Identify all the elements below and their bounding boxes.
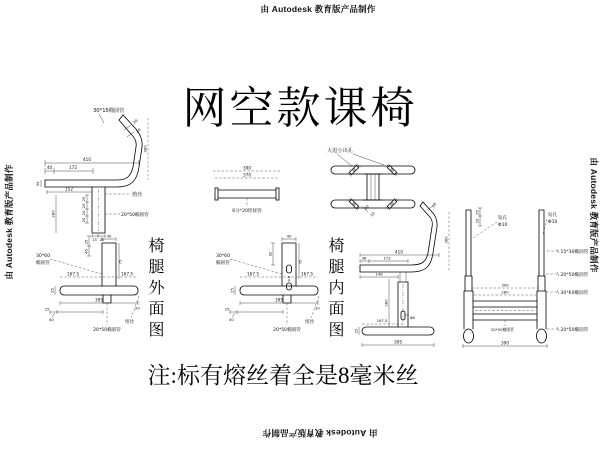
dim-label: 20 — [474, 218, 480, 224]
dim-label: 25 — [224, 306, 230, 312]
drill-label: 钻孔 — [498, 216, 508, 221]
drawing-note: 注:标有熔丝着全是8毫米丝 — [147, 363, 419, 388]
dim-label: 20 — [131, 117, 139, 125]
dim-label: 167.5 — [301, 271, 313, 277]
dim-label: 172 — [69, 165, 77, 170]
part-label: 20*50椭圆管 — [93, 328, 121, 333]
dim-label: 75 — [117, 259, 123, 265]
dim-label: 40 — [229, 317, 234, 322]
autodesk-stamp-right: 由 Autodesk 教育版产品制作 — [589, 157, 599, 273]
dim-label: 20 — [81, 217, 86, 223]
dim-label: 40 — [49, 317, 54, 322]
dim-label: 20 — [315, 305, 320, 311]
backrest-side-view — [35, 103, 165, 241]
part-label: 30*60椭圆管 — [560, 290, 589, 296]
dim-label: 92 — [267, 251, 273, 257]
dim-label: 300 — [501, 282, 509, 288]
dim-label: 15 — [92, 237, 97, 242]
weld-label: 熔丝 — [132, 192, 143, 198]
dim-label: 20 — [362, 203, 370, 211]
dim-label: 172 — [383, 255, 391, 261]
part-label: 6分*20焊接管 — [232, 209, 262, 214]
part-label: 椭圆管 — [216, 261, 230, 266]
dim-label: 25 — [44, 306, 50, 312]
drill-label: Φ10 — [498, 223, 508, 228]
dim-label: 10 — [368, 210, 376, 218]
dim-label: 25 — [83, 239, 89, 245]
chair-side-view — [355, 197, 455, 350]
chair-front-view — [445, 200, 600, 350]
dim-label: 34 — [35, 181, 40, 187]
dim-label: 380 — [142, 145, 148, 153]
autodesk-stamp-bottom: 由 Autodesk 教育版产品制作 — [262, 428, 378, 438]
dim-label: 280 — [50, 210, 56, 218]
dim-label: 410 — [83, 157, 91, 162]
dim-label: 25 — [353, 328, 359, 334]
dim-label: 25 — [229, 288, 235, 293]
dim-label: 390 — [501, 340, 509, 346]
dim-label: 25 — [49, 288, 55, 293]
dim-label: 410 — [395, 249, 403, 255]
dim-label: 390 — [243, 165, 251, 171]
dim-label: 152 — [65, 186, 73, 192]
dim-label: 167.5 — [67, 271, 79, 277]
dim-label: 148 — [375, 271, 383, 277]
dim-label: 20 — [81, 203, 86, 209]
dim-label: 20 — [134, 126, 142, 134]
autodesk-stamp-top: 由 Autodesk 教育版产品制作 — [260, 4, 376, 14]
part-label: 15*30椭圆管 — [560, 249, 589, 255]
dim-label: 20 — [135, 305, 140, 311]
autodesk-stamp-left: 由 Autodesk 教育版产品制作 — [4, 164, 14, 280]
page-title: 网空款课椅 — [182, 84, 418, 133]
part-label: 30*15椭圆管 — [93, 108, 125, 114]
dim-label: 380 — [443, 236, 449, 244]
dim-label: 20 — [81, 210, 86, 216]
part-label: 20*50椭圆管 — [491, 327, 514, 332]
dim-label: 45 — [83, 249, 89, 254]
part-label: 椭圆管 — [36, 261, 50, 266]
part-label: 30*60 — [36, 254, 50, 259]
dim-label: 40 — [286, 233, 292, 239]
dim-label: 68 — [410, 315, 415, 320]
weld-label: 熔丝 — [125, 320, 135, 325]
dim-label: 20 — [81, 196, 86, 202]
dim-label: 38 — [361, 255, 367, 261]
screw-icon — [348, 164, 361, 177]
dim-label: 28 — [430, 201, 438, 209]
leg-inner-view-title: 椅腿内面图 — [326, 237, 343, 342]
part-label: 20*50椭圆管 — [560, 327, 589, 333]
dim-label: 167.5 — [247, 271, 259, 277]
dim-label: 370 — [243, 172, 251, 178]
dim-label: 40 — [106, 233, 112, 239]
dim-label: 280 — [383, 299, 389, 307]
dim-label: 280 — [501, 289, 509, 295]
part-label: 20*50椭圆管 — [560, 272, 589, 278]
hole-label: 大进小出孔 — [327, 148, 353, 154]
dim-label: 75 — [297, 259, 303, 265]
dim-label: 20 — [99, 237, 105, 242]
weld-label: 熔丝 — [305, 320, 315, 325]
dim-label: 395 — [394, 339, 402, 345]
part-label: 20*50椭圆管 — [121, 213, 149, 218]
drill-label: 钻孔 — [548, 213, 558, 218]
part-label: 30*60 — [216, 254, 230, 259]
dim-label: 395 — [95, 297, 103, 303]
dim-label: 167.5 — [121, 271, 133, 277]
dim-label: 167.5 — [376, 318, 388, 323]
cross-tube-view — [205, 163, 290, 215]
dim-label: 40 — [46, 165, 53, 170]
dim-label: 25 — [474, 210, 480, 215]
leg-outer-view-title: 椅腿外面图 — [146, 237, 163, 342]
dim-label: 395 — [275, 297, 283, 303]
drill-label: Φ10 — [548, 220, 558, 225]
part-label: 20*50椭圆管 — [273, 328, 301, 333]
screw-icon — [386, 164, 399, 177]
